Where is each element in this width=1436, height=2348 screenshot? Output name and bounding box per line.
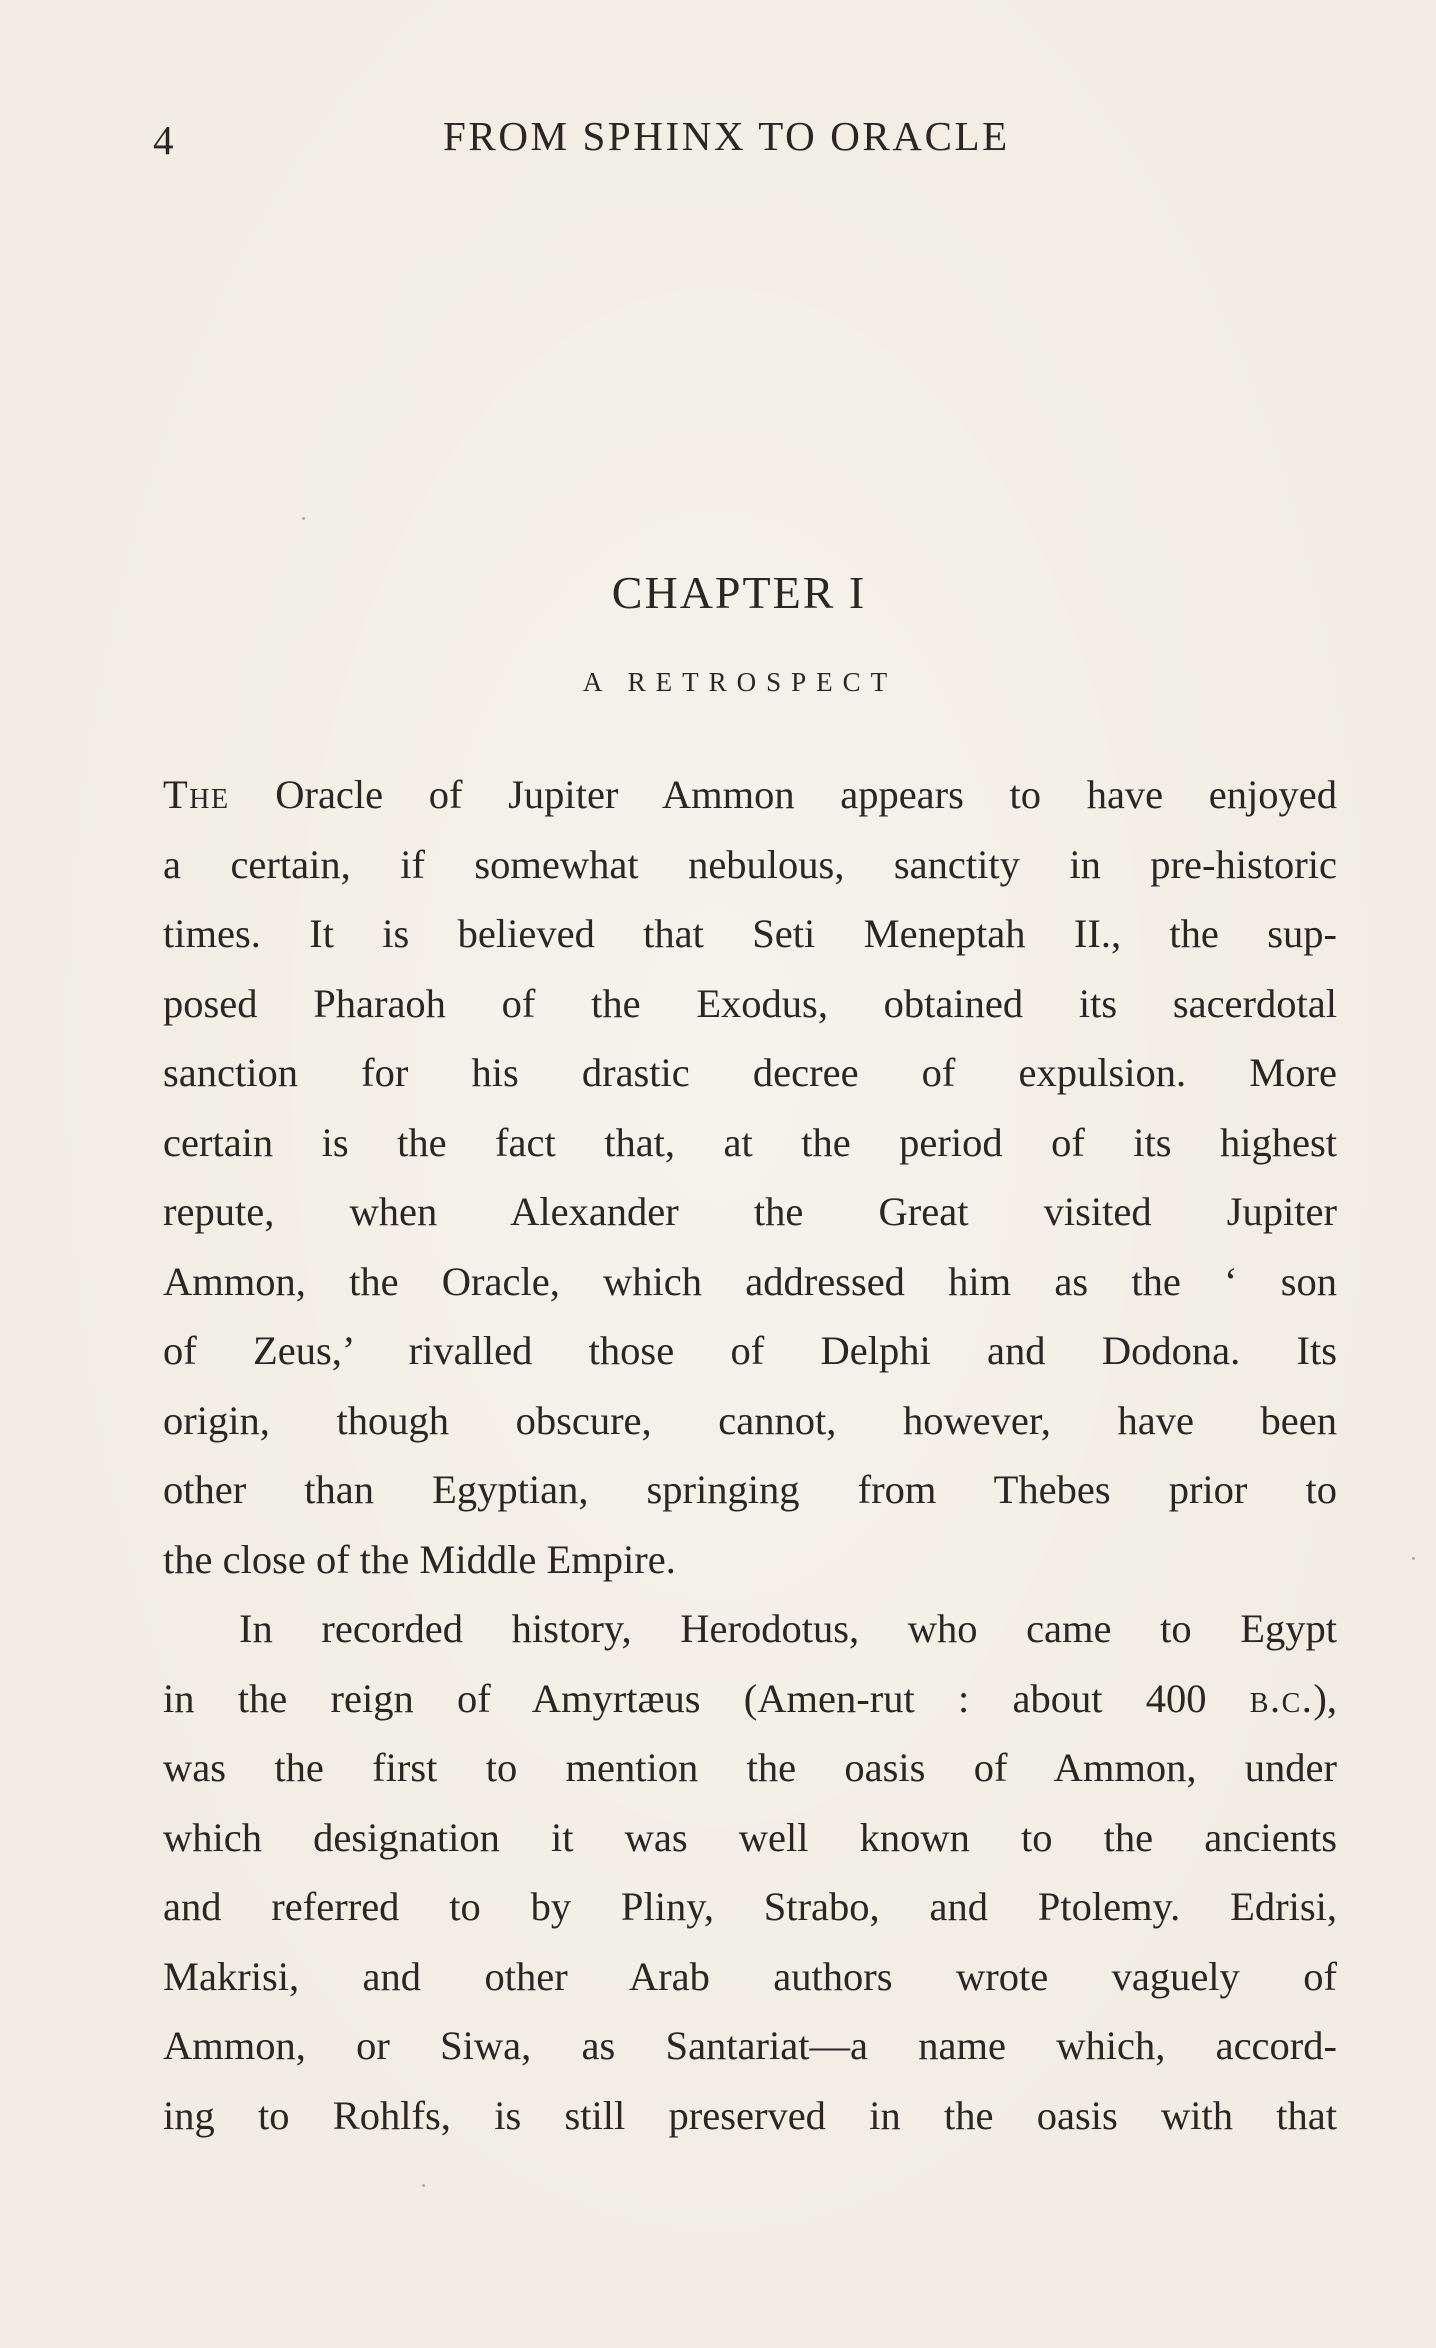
page-number: 4 bbox=[153, 117, 175, 163]
text-line: Makrisi, and other Arab authors wrote vaguely of bbox=[163, 1953, 1337, 1999]
text-line: Ammon, the Oracle, which addressed him as the ‘ son bbox=[163, 1258, 1337, 1304]
chapter-heading bbox=[0, 566, 1436, 698]
opening-word: The bbox=[163, 772, 230, 817]
running-head bbox=[0, 112, 1436, 172]
text-fragment: Oracle of Jupiter Ammon appears to have enjoyed bbox=[229, 772, 1337, 817]
text-fragment: in the reign of Amyrtæus (Amen-rut : about 400 bbox=[163, 1675, 1250, 1721]
paper-speck bbox=[302, 517, 305, 520]
text-line bbox=[163, 760, 1337, 830]
paper-speck bbox=[422, 2184, 425, 2187]
text-line: ing to Rohlfs, is still preserved in the oasis with that bbox=[163, 2092, 1337, 2138]
text-line bbox=[163, 1664, 1337, 1734]
chapter-subtitle: A RETROSPECT bbox=[582, 667, 898, 697]
chapter-body bbox=[163, 760, 1337, 2150]
text-line: origin, though obscure, cannot, however, have been bbox=[163, 1397, 1337, 1443]
text-line: a certain, if somewhat nebulous, sanctity in pre-historic bbox=[163, 841, 1337, 887]
text-line: other than Egyptian, springing from Thebes prior to bbox=[163, 1467, 1337, 1512]
paper-speck bbox=[1412, 1557, 1415, 1560]
running-title: FROM SPHINX TO ORACLE bbox=[443, 113, 1010, 159]
text-line: and referred to by Pliny, Strabo, and Ptolemy. Edrisi, bbox=[163, 1884, 1337, 1929]
text-line: repute, when Alexander the Great visited Jupiter bbox=[163, 1189, 1337, 1234]
text-line: was the first to mention the oasis of Ammon, under bbox=[163, 1745, 1337, 1790]
text-line: the close of the Middle Empire. bbox=[163, 1536, 676, 1582]
text-line: times. It is believed that Seti Meneptah II., the sup- bbox=[163, 911, 1337, 956]
text-line: sanction for his drastic decree of expulsion. More bbox=[163, 1050, 1337, 1095]
chapter-title: CHAPTER I bbox=[611, 567, 867, 618]
era-abbreviation: b.c. bbox=[1249, 1675, 1314, 1721]
text-line: certain is the fact that, at the period of its highest bbox=[163, 1119, 1337, 1165]
text-line: In recorded history, Herodotus, who came to Egypt bbox=[239, 1606, 1337, 1651]
text-line: posed Pharaoh of the Exodus, obtained its sacerdotal bbox=[163, 980, 1337, 1026]
text-line: of Zeus,’ rivalled those of Delphi and Dodona. Its bbox=[163, 1328, 1337, 1373]
text-line: Ammon, or Siwa, as Santariat—a name which, accord- bbox=[163, 2023, 1337, 2068]
text-fragment: ), bbox=[1313, 1675, 1337, 1721]
text-line: which designation it was well known to the ancients bbox=[163, 1814, 1337, 1860]
